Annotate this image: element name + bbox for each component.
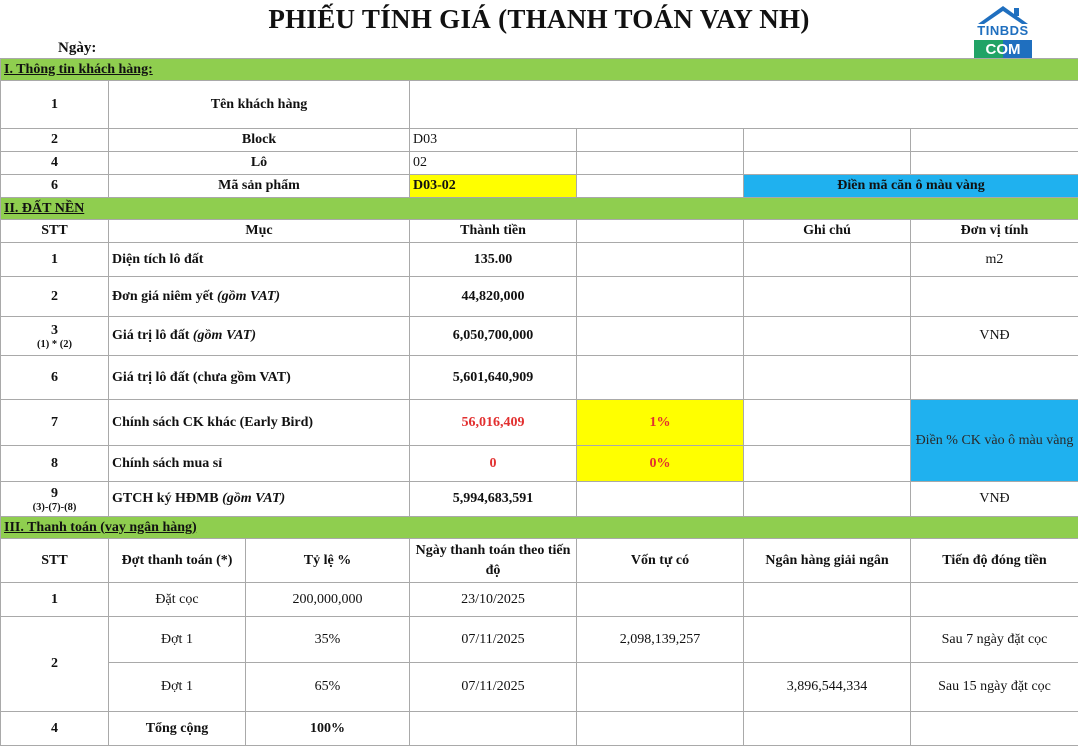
section-3-column-headers	[1, 539, 1078, 583]
product-code-hint: Điền mã căn ô màu vàng	[744, 175, 1078, 198]
section-2-header	[1, 198, 1078, 220]
row-no: 1	[1, 243, 109, 277]
early-bird-percent-input[interactable]: 1%	[577, 400, 744, 446]
item-label: Đơn giá niêm yết (gồm VAT)	[109, 277, 410, 317]
item-amount: 0	[410, 446, 577, 482]
own-capital: 2,098,139,257	[577, 617, 744, 663]
bank-disbursement: 3,896,544,334	[744, 663, 911, 712]
item-label: Giá trị lô đất (gồm VAT)	[109, 317, 410, 356]
product-code-row	[1, 175, 1078, 198]
col-ratio: Tỷ lệ %	[246, 539, 410, 583]
total-ratio: 100%	[246, 712, 410, 746]
table-row	[1, 583, 1078, 617]
pay-date: 07/11/2025	[410, 617, 577, 663]
phase: Đợt 1	[109, 663, 246, 712]
row-no: 7	[1, 400, 109, 446]
row-no: 1	[1, 81, 109, 129]
col-amount: Thành tiền	[410, 220, 577, 243]
row-no: 6	[1, 175, 109, 198]
item-amount: 135.00	[410, 243, 577, 277]
product-code-label: Mã sản phẩm	[109, 175, 410, 198]
item-amount: 6,050,700,000	[410, 317, 577, 356]
col-unit: Đơn vị tính	[911, 220, 1078, 243]
logo-text-top: TINBDS	[972, 24, 1034, 38]
block-value[interactable]: D03	[410, 129, 577, 152]
wholesale-percent-input[interactable]: 0%	[577, 446, 744, 482]
item-amount: 5,994,683,591	[410, 482, 577, 517]
row-no: 1	[1, 583, 109, 617]
progress	[911, 583, 1078, 617]
discount-hint: Điền % CK vào ô màu vàng	[911, 400, 1078, 482]
item-unit: VNĐ	[911, 482, 1078, 517]
row-no: 3 (1) * (2)	[1, 317, 109, 356]
item-label: GTCH ký HĐMB (gồm VAT)	[109, 482, 410, 517]
ratio: 65%	[246, 663, 410, 712]
row-no: 2	[1, 277, 109, 317]
pricing-table	[0, 58, 1078, 746]
date-row	[0, 38, 1078, 58]
customer-row	[1, 81, 1078, 129]
col-bank: Ngân hàng giải ngân	[744, 539, 911, 583]
logo-text-bottom: COM	[974, 40, 1032, 60]
own-capital	[577, 663, 744, 712]
bank-disbursement	[744, 617, 911, 663]
ratio: 200,000,000	[246, 583, 410, 617]
col-stt: STT	[1, 220, 109, 243]
bank-disbursement	[744, 583, 911, 617]
col-phase: Đợt thanh toán (*)	[109, 539, 246, 583]
item-amount: 5,601,640,909	[410, 356, 577, 400]
col-item: Mục	[109, 220, 410, 243]
item-amount: 56,016,409	[410, 400, 577, 446]
item-label: Diện tích lô đất	[109, 243, 410, 277]
product-code-input[interactable]: D03-02	[410, 175, 577, 198]
section-2-column-headers	[1, 220, 1078, 243]
col-progress: Tiến độ đóng tiền	[911, 539, 1078, 583]
phase: Đặt cọc	[109, 583, 246, 617]
block-label: Block	[109, 129, 410, 152]
customer-name-value[interactable]	[410, 81, 1078, 129]
lot-row	[1, 152, 1078, 175]
row-no: 4	[1, 712, 109, 746]
table-row	[1, 317, 1078, 356]
progress: Sau 7 ngày đặt cọc	[911, 617, 1078, 663]
item-amount: 44,820,000	[410, 277, 577, 317]
row-no: 6	[1, 356, 109, 400]
table-row	[1, 356, 1078, 400]
table-row	[1, 617, 1078, 663]
row-no: 9 (3)-(7)-(8)	[1, 482, 109, 517]
block-row	[1, 129, 1078, 152]
section-3-header	[1, 517, 1078, 539]
pay-date: 07/11/2025	[410, 663, 577, 712]
pay-date: 23/10/2025	[410, 583, 577, 617]
table-row	[1, 277, 1078, 317]
lot-value[interactable]: 02	[410, 152, 577, 175]
section-1-title: I. Thông tin khách hàng:	[4, 62, 153, 77]
total-label: Tổng cộng	[109, 712, 246, 746]
section-2-title: II. ĐẤT NỀN	[4, 201, 84, 216]
customer-name-label: Tên khách hàng	[109, 81, 410, 129]
col-note: Ghi chú	[744, 220, 911, 243]
col-own-capital: Vốn tự có	[577, 539, 744, 583]
table-row	[1, 663, 1078, 712]
item-label: Giá trị lô đất (chưa gồm VAT)	[109, 356, 410, 400]
item-label: Chính sách mua sỉ	[109, 446, 410, 482]
progress: Sau 15 ngày đặt cọc	[911, 663, 1078, 712]
section-1-header	[1, 59, 1078, 81]
row-no: 8	[1, 446, 109, 482]
lot-label: Lô	[109, 152, 410, 175]
date-label: Ngày:	[58, 38, 96, 58]
phase: Đợt 1	[109, 617, 246, 663]
table-row	[1, 482, 1078, 517]
table-row	[1, 400, 1078, 446]
item-label: Chính sách CK khác (Early Bird)	[109, 400, 410, 446]
row-no: 2	[1, 129, 109, 152]
item-unit: m2	[911, 243, 1078, 277]
item-unit	[911, 356, 1078, 400]
table-row	[1, 243, 1078, 277]
sheet-title: PHIẾU TÍNH GIÁ (THANH TOÁN VAY NH)	[0, 0, 1078, 38]
row-no: 4	[1, 152, 109, 175]
ratio: 35%	[246, 617, 410, 663]
item-unit	[911, 277, 1078, 317]
section-3-title: III. Thanh toán (vay ngân hàng)	[4, 520, 197, 535]
row-no: 2	[1, 617, 109, 712]
item-unit: VNĐ	[911, 317, 1078, 356]
total-row	[1, 712, 1078, 746]
col-date: Ngày thanh toán theo tiến độ	[410, 539, 577, 583]
own-capital	[577, 583, 744, 617]
col-stt: STT	[1, 539, 109, 583]
